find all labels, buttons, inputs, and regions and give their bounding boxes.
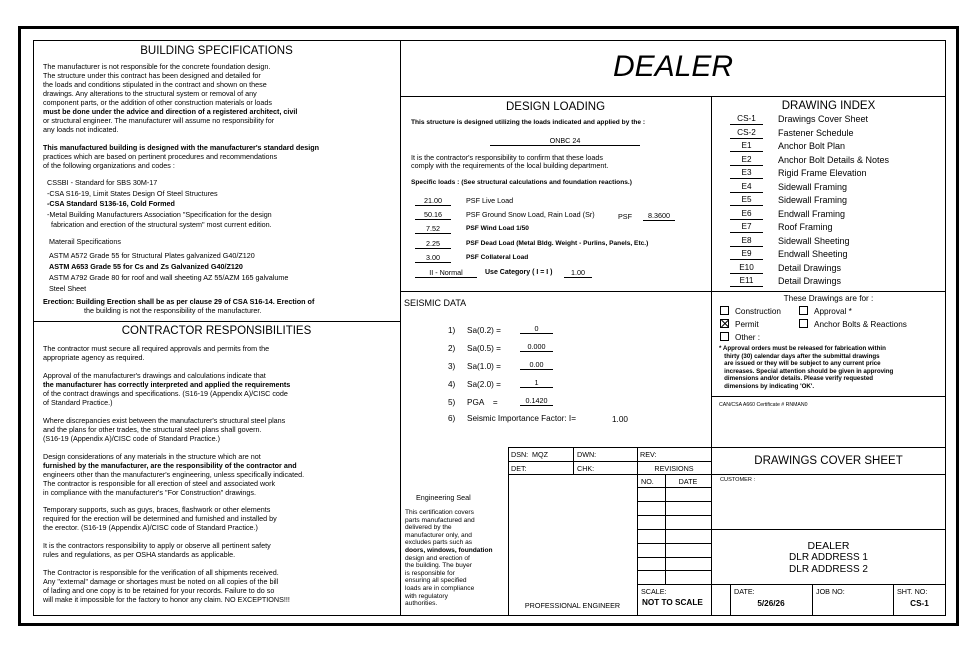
index-name: Anchor Bolt Details & Notes bbox=[778, 154, 890, 165]
drawing-index-item[interactable] bbox=[730, 181, 940, 195]
text-line: appropriate agency as required. bbox=[43, 353, 145, 362]
drawing-index-item[interactable] bbox=[730, 235, 940, 249]
drawing-index-item[interactable] bbox=[730, 221, 940, 235]
erection-note-line1: Erection: Building Erection shall be as per clause 29 of CSA S16-14. Erection of bbox=[43, 297, 315, 306]
tb-row-rev1 bbox=[637, 487, 711, 488]
text-line: practices which are based on pertinent procedures and recommendations bbox=[43, 152, 278, 161]
index-name: Roof Framing bbox=[778, 222, 833, 232]
seal-line: excludes parts such as bbox=[405, 539, 473, 547]
index-name: Fastener Schedule bbox=[778, 127, 854, 138]
tb-row-rev3 bbox=[637, 515, 711, 516]
index-name: Endwall Sheeting bbox=[778, 249, 848, 259]
seismic-title: SEISMIC DATA bbox=[404, 298, 467, 308]
seismic-row-label: Sa(1.0) = bbox=[467, 362, 501, 371]
erection-note-line2: the building is not the responsibility of the manufacturer. bbox=[84, 306, 262, 315]
seal-line: parts manufactured and bbox=[405, 516, 475, 524]
seismic-row-value: 0.000 bbox=[520, 342, 553, 352]
drawing-index-item[interactable] bbox=[730, 154, 940, 168]
index-code: E10 bbox=[730, 263, 763, 274]
note-line: increases. Special attention should be given in approving bbox=[719, 367, 894, 375]
other-checkbox[interactable] bbox=[720, 332, 729, 341]
date-label: DATE: bbox=[734, 587, 755, 596]
divider-specs-contractor bbox=[33, 321, 400, 322]
purpose-title: These Drawings are for : bbox=[783, 294, 874, 303]
seal-certification-text bbox=[405, 509, 508, 608]
drawing-index-item[interactable] bbox=[730, 262, 940, 276]
other-label: Other : bbox=[735, 333, 761, 342]
drawing-index-item[interactable] bbox=[730, 194, 940, 208]
load-label: PSF Wind Load 1/50 bbox=[466, 225, 529, 233]
drawing-index-item[interactable] bbox=[730, 208, 940, 222]
text-line: The manufacturer is not responsible for the concrete foundation design. bbox=[43, 62, 271, 71]
index-code: E11 bbox=[730, 276, 763, 287]
note-line: are issued or they will be subject to any current price bbox=[719, 360, 881, 368]
text-line: ASTM A792 Grade 80 for roof and wall sheeting AZ 55/AZM 165 galvalume bbox=[49, 273, 289, 282]
dealer-name: DEALER bbox=[807, 540, 850, 552]
design-code: ONBC 24 bbox=[490, 136, 640, 146]
design-loading-intro: This structure is designed utilizing the loads indicated and applied by the : bbox=[411, 119, 646, 126]
job-number-label: JOB NO: bbox=[816, 587, 845, 596]
drawing-index-item[interactable] bbox=[730, 248, 940, 262]
text-line: will make it impossible for the factory to honor any claim. NO EXCEPTIONS!!! bbox=[43, 595, 290, 604]
load-row bbox=[415, 239, 710, 253]
seismic-row bbox=[448, 342, 708, 360]
seal-line: manufacturer only, and bbox=[405, 531, 472, 539]
professional-engineer-label: PROFESSIONAL ENGINEER bbox=[524, 601, 621, 610]
seismic-row-num: 3) bbox=[448, 362, 456, 371]
index-name: Detail Drawings bbox=[778, 276, 842, 286]
index-name: Endwall Framing bbox=[778, 208, 846, 219]
load-label: PSF Dead Load (Metal Bldg. Weight - Purlins, Panels, Etc.) bbox=[466, 239, 649, 247]
tb-row-customer bbox=[711, 529, 946, 530]
tb-row-dsn bbox=[508, 461, 711, 462]
tb-divider-seal-left bbox=[508, 447, 509, 616]
det-label: DET: bbox=[511, 464, 527, 473]
index-code: E8 bbox=[730, 236, 763, 247]
text-line: in compliance with the manufacturer's "For Construction" drawings. bbox=[43, 488, 257, 497]
text-line: The contractor must secure all required approvals and permits from the bbox=[43, 344, 270, 353]
rev-date-header: DATE bbox=[678, 477, 698, 486]
seal-line: This certification covers bbox=[405, 509, 474, 516]
seal-line: is responsible for bbox=[405, 569, 455, 577]
seismic-row-label: PGA = bbox=[467, 398, 498, 407]
text-line: the erector. (S16-19 (Appendix A)/CISC code of Standard Practice.) bbox=[43, 523, 258, 532]
contractor-paragraphs bbox=[43, 344, 398, 613]
sheet-number-value: CS-1 bbox=[910, 599, 929, 608]
text-line: fabrication and erection of the structural system" most current edition. bbox=[47, 220, 272, 229]
seismic-row bbox=[448, 378, 708, 396]
tb-row-scale bbox=[637, 584, 946, 585]
contractor-paragraph bbox=[43, 416, 398, 443]
approval-note bbox=[719, 345, 943, 391]
index-code: E1 bbox=[730, 141, 763, 152]
tb-row-det bbox=[508, 474, 946, 475]
text-line: of the following organizations and codes : bbox=[43, 161, 175, 170]
contractor-paragraph bbox=[43, 452, 398, 497]
drawing-index-item[interactable] bbox=[730, 140, 940, 154]
text-line: -Metal Building Manufacturers Association "Specification for the design bbox=[47, 209, 272, 219]
load-value: 3.00 bbox=[415, 253, 451, 263]
rev-label: REV: bbox=[640, 450, 657, 459]
text-line: -CSA S16-19, Limit States Design Of Steel Structures bbox=[47, 188, 218, 198]
note-line: * Approval orders must be released for fabrication within bbox=[719, 345, 886, 352]
text-line: Design considerations of any materials in the structure which are not bbox=[43, 452, 261, 461]
contractor-paragraph bbox=[43, 344, 398, 362]
text-line: of Standard Practice.) bbox=[43, 398, 113, 407]
load-row bbox=[415, 224, 710, 238]
importance-value: 1.00 bbox=[612, 415, 628, 424]
seal-line: delivered by the bbox=[405, 524, 452, 532]
contractor-paragraph bbox=[43, 541, 398, 559]
drawing-index-item[interactable] bbox=[730, 167, 940, 181]
divider-left-column bbox=[400, 40, 401, 616]
dealer-title: DEALER bbox=[612, 50, 734, 83]
dwn-label: DWN: bbox=[577, 450, 597, 459]
dealer-address-1: DLR ADDRESS 1 bbox=[789, 552, 868, 563]
contractor-paragraph bbox=[43, 371, 398, 407]
drawing-index-list bbox=[730, 113, 940, 289]
text-line: Where discrepancies exist between the manufacturer's structural steel plans bbox=[43, 416, 286, 425]
seal-line: the building. The buyer bbox=[405, 562, 472, 570]
text-line: CSSBI - Standard for SBS 30M-17 bbox=[47, 178, 158, 187]
seismic-row-value: 1 bbox=[520, 378, 553, 388]
approval-label: Approval * bbox=[814, 307, 852, 316]
psf-label: PSF bbox=[618, 212, 632, 221]
permit-checkbox-checked[interactable] bbox=[720, 319, 729, 328]
text-line: and the plans for other trades, the structural steel plans shall govern. bbox=[43, 425, 262, 434]
drawing-index-title: DRAWING INDEX bbox=[781, 100, 876, 112]
index-code: E7 bbox=[730, 222, 763, 233]
text-line: (S16-19 (Appendix A)/CISC code of Standard Practice.) bbox=[43, 434, 220, 443]
seal-line: loads are in compliance bbox=[405, 584, 475, 592]
note-line: dimensions and/or details. Please verify requested bbox=[719, 375, 874, 383]
seismic-row-label: Sa(0.5) = bbox=[467, 344, 501, 353]
index-code: CS-2 bbox=[730, 128, 763, 139]
load-label: PSF Collateral Load bbox=[466, 253, 529, 261]
load-value: 50.16 bbox=[415, 210, 451, 220]
index-code: E3 bbox=[730, 168, 763, 179]
dealer-address-2: DLR ADDRESS 2 bbox=[789, 564, 868, 575]
seismic-row-num: 2) bbox=[448, 344, 456, 353]
scale-value: NOT TO SCALE bbox=[642, 598, 703, 607]
tb-row-rev7 bbox=[637, 570, 711, 571]
index-code: CS-1 bbox=[730, 114, 763, 125]
building-specs-codes bbox=[47, 178, 392, 231]
index-code: E2 bbox=[730, 155, 763, 166]
construction-label: Construction bbox=[735, 307, 781, 316]
chk-label: CHK: bbox=[577, 464, 595, 473]
scale-label: SCALE: bbox=[641, 587, 667, 596]
load-label: PSF Ground Snow Load, Rain Load (Sr) bbox=[466, 210, 595, 220]
text-line: The Contractor is responsible for the verification of all shipments received. bbox=[43, 568, 279, 577]
text-line: any loads not indicated. bbox=[43, 125, 119, 134]
date-value: 5/26/26 bbox=[757, 599, 785, 608]
importance-label: Seismic Importance Factor: I= bbox=[467, 414, 576, 423]
load-row bbox=[415, 196, 710, 210]
use-category-label: Use Category ( I = I ) bbox=[485, 269, 553, 276]
seal-line: design and erection of bbox=[405, 554, 470, 562]
load-row bbox=[415, 253, 710, 267]
text-line: component parts, or the addition of other construction materials or loads bbox=[43, 98, 272, 107]
psf-value: 8.3600 bbox=[643, 211, 675, 221]
text-line: of lading and one copy is to be retained for your records. Failure to do so bbox=[43, 586, 275, 595]
design-loading-resp1: It is the contractor's responsibility to confirm that these loads bbox=[411, 153, 603, 162]
index-name: Rigid Frame Elevation bbox=[778, 168, 867, 178]
customer-label: CUSTOMER : bbox=[720, 477, 756, 483]
text-line: the manufacturer has correctly interpreted and applied the requirements bbox=[43, 380, 291, 389]
seismic-row-num: 1) bbox=[448, 326, 456, 335]
note-line: dimensions by indicating 'OK'. bbox=[719, 382, 815, 390]
index-code: E4 bbox=[730, 182, 763, 193]
text-line: Approval of the manufacturer's drawings and calculations indicate that bbox=[43, 371, 266, 380]
load-value: 2.25 bbox=[415, 239, 451, 249]
text-line: ASTM A653 Grade 55 for Cs and Zs Galvanized G40/Z120 bbox=[49, 262, 243, 271]
tb-row-rev5 bbox=[637, 543, 711, 544]
seal-line: ensuring all specified bbox=[405, 577, 467, 585]
anchor-bolts-checkbox[interactable] bbox=[799, 319, 808, 328]
text-line: Any "external" damage or shortages must be noted on all copies of the bill bbox=[43, 577, 279, 586]
loads-list bbox=[415, 196, 710, 267]
text-line: drawings. Any alterations to the structural system or removal of any bbox=[43, 89, 257, 98]
text-line: The structure under this contract has been designed and detailed for bbox=[43, 71, 261, 80]
dsn-value: MQZ bbox=[532, 450, 548, 459]
load-value: 7.52 bbox=[415, 224, 451, 234]
divider-below-dealer bbox=[400, 96, 946, 97]
index-code: E5 bbox=[730, 195, 763, 206]
revisions-label: REVISIONS bbox=[654, 464, 694, 473]
index-name: Sidewall Framing bbox=[778, 195, 848, 205]
tb-divider-job bbox=[812, 584, 813, 616]
note-line: thirty (30) calendar days after the submittal drawings bbox=[719, 352, 880, 360]
index-name: Anchor Bolt Plan bbox=[778, 141, 846, 151]
text-line: or structural engineer. The manufacturer will assume no responsibility for bbox=[43, 116, 275, 125]
index-code: E9 bbox=[730, 249, 763, 260]
contractor-title: CONTRACTOR RESPONSIBILITIES bbox=[121, 325, 312, 337]
text-line: Steel Sheet bbox=[49, 284, 87, 293]
text-line: must be done under the advice and direction of a registered architect, civil bbox=[43, 107, 298, 116]
design-loading-specific: Specific loads : (See structural calculations and foundation reactions.) bbox=[411, 179, 632, 186]
material-specs-list bbox=[49, 250, 394, 294]
text-line: required for the erection will be determined and furnished and installed by bbox=[43, 514, 277, 523]
building-specs-para1 bbox=[43, 62, 395, 134]
seismic-row-value: 0.1420 bbox=[520, 396, 553, 406]
building-specs-para2 bbox=[43, 143, 395, 170]
text-line: furnished by the manufacturer, are the responsibility of the contractor and bbox=[43, 461, 297, 470]
material-specs-title: Materail Specifications bbox=[49, 237, 121, 246]
sheet-title: DRAWINGS COVER SHEET bbox=[754, 455, 903, 467]
text-line: of the contract drawings and specifications. (S16-19 (Appendix A)/CISC code bbox=[43, 389, 288, 398]
design-loading-title: DESIGN LOADING bbox=[505, 101, 606, 113]
importance-num: 6) bbox=[448, 414, 456, 423]
dsn-label: DSN: bbox=[511, 450, 529, 459]
sheet-number-label: SHT. NO: bbox=[897, 587, 928, 596]
text-line: The contractor is responsible for all erection of steel and associated work bbox=[43, 479, 276, 488]
seismic-row-num: 4) bbox=[448, 380, 456, 389]
text-line: ASTM A572 Grade 55 for Structural Plates galvanized G40/Z120 bbox=[49, 251, 255, 260]
seismic-row-value: 0.00 bbox=[520, 360, 553, 370]
index-name: Sidewall Framing bbox=[778, 181, 848, 192]
text-line: It is the contractors responsibility to apply or observe all pertinent safety bbox=[43, 541, 271, 550]
engineering-seal-title: Engineering Seal bbox=[416, 493, 471, 502]
load-value: 21.00 bbox=[415, 196, 451, 206]
tb-row-rev2 bbox=[637, 501, 711, 502]
index-name: Detail Drawings bbox=[778, 262, 842, 273]
contractor-paragraph bbox=[43, 505, 398, 532]
permit-label: Permit bbox=[735, 320, 759, 329]
seismic-list bbox=[448, 324, 708, 414]
drawing-index-item[interactable] bbox=[730, 275, 940, 289]
text-line: engineers other than the manufacturer's engineering, unless specifically indicated. bbox=[43, 470, 305, 479]
index-code: E6 bbox=[730, 209, 763, 220]
contractor-paragraph bbox=[43, 568, 398, 604]
text-line: Temporary supports, such as guys, braces, flashwork or other elements bbox=[43, 505, 271, 514]
index-name: Drawings Cover Sheet bbox=[778, 114, 869, 124]
seal-line: with regulatory bbox=[405, 592, 448, 600]
text-line: -CSA Standard S136-16, Cold Formed bbox=[47, 199, 175, 208]
category-factor: 1.00 bbox=[564, 268, 592, 278]
seismic-row bbox=[448, 360, 708, 378]
category-value: II - Normal bbox=[415, 268, 477, 278]
anchor-bolts-label: Anchor Bolts & Reactions bbox=[814, 320, 907, 329]
building-specs-title: BUILDING SPECIFICATIONS bbox=[140, 45, 293, 57]
seal-line: authorities. bbox=[405, 600, 438, 608]
divider-loading-seismic bbox=[400, 291, 946, 292]
drawing-index-item[interactable] bbox=[730, 127, 940, 141]
text-line: rules and regulations, as per OSHA standards as applicable. bbox=[43, 550, 236, 559]
seismic-row-num: 5) bbox=[448, 398, 456, 407]
rev-no-header: NO. bbox=[641, 477, 654, 486]
seismic-row bbox=[448, 396, 708, 414]
divider-purpose-cert bbox=[711, 396, 946, 397]
seismic-row-label: Sa(2.0) = bbox=[467, 380, 501, 389]
text-line: the loads and conditions stipulated in the contract and shown on these bbox=[43, 80, 267, 89]
design-loading-resp2: comply with the requirements of the local building department. bbox=[411, 161, 609, 170]
tb-row-rev4 bbox=[637, 529, 711, 530]
construction-checkbox[interactable] bbox=[720, 306, 729, 315]
divider-right-column bbox=[711, 96, 712, 616]
tb-row-rev6 bbox=[637, 557, 711, 558]
csa-certificate: CAN/CSA A660 Certificate # RNMAN0 bbox=[719, 402, 808, 408]
seal-line: doors, windows, foundation bbox=[405, 546, 493, 554]
load-label: PSF Live Load bbox=[466, 196, 514, 205]
text-line: This manufactured building is designed with the manufacturer's standard design bbox=[43, 143, 320, 152]
seismic-row bbox=[448, 324, 708, 342]
index-name: Sidewall Sheeting bbox=[778, 235, 850, 246]
approval-checkbox[interactable] bbox=[799, 306, 808, 315]
drawing-index-item[interactable] bbox=[730, 113, 940, 127]
seismic-row-value: 0 bbox=[520, 324, 553, 334]
seismic-row-label: Sa(0.2) = bbox=[467, 326, 501, 335]
